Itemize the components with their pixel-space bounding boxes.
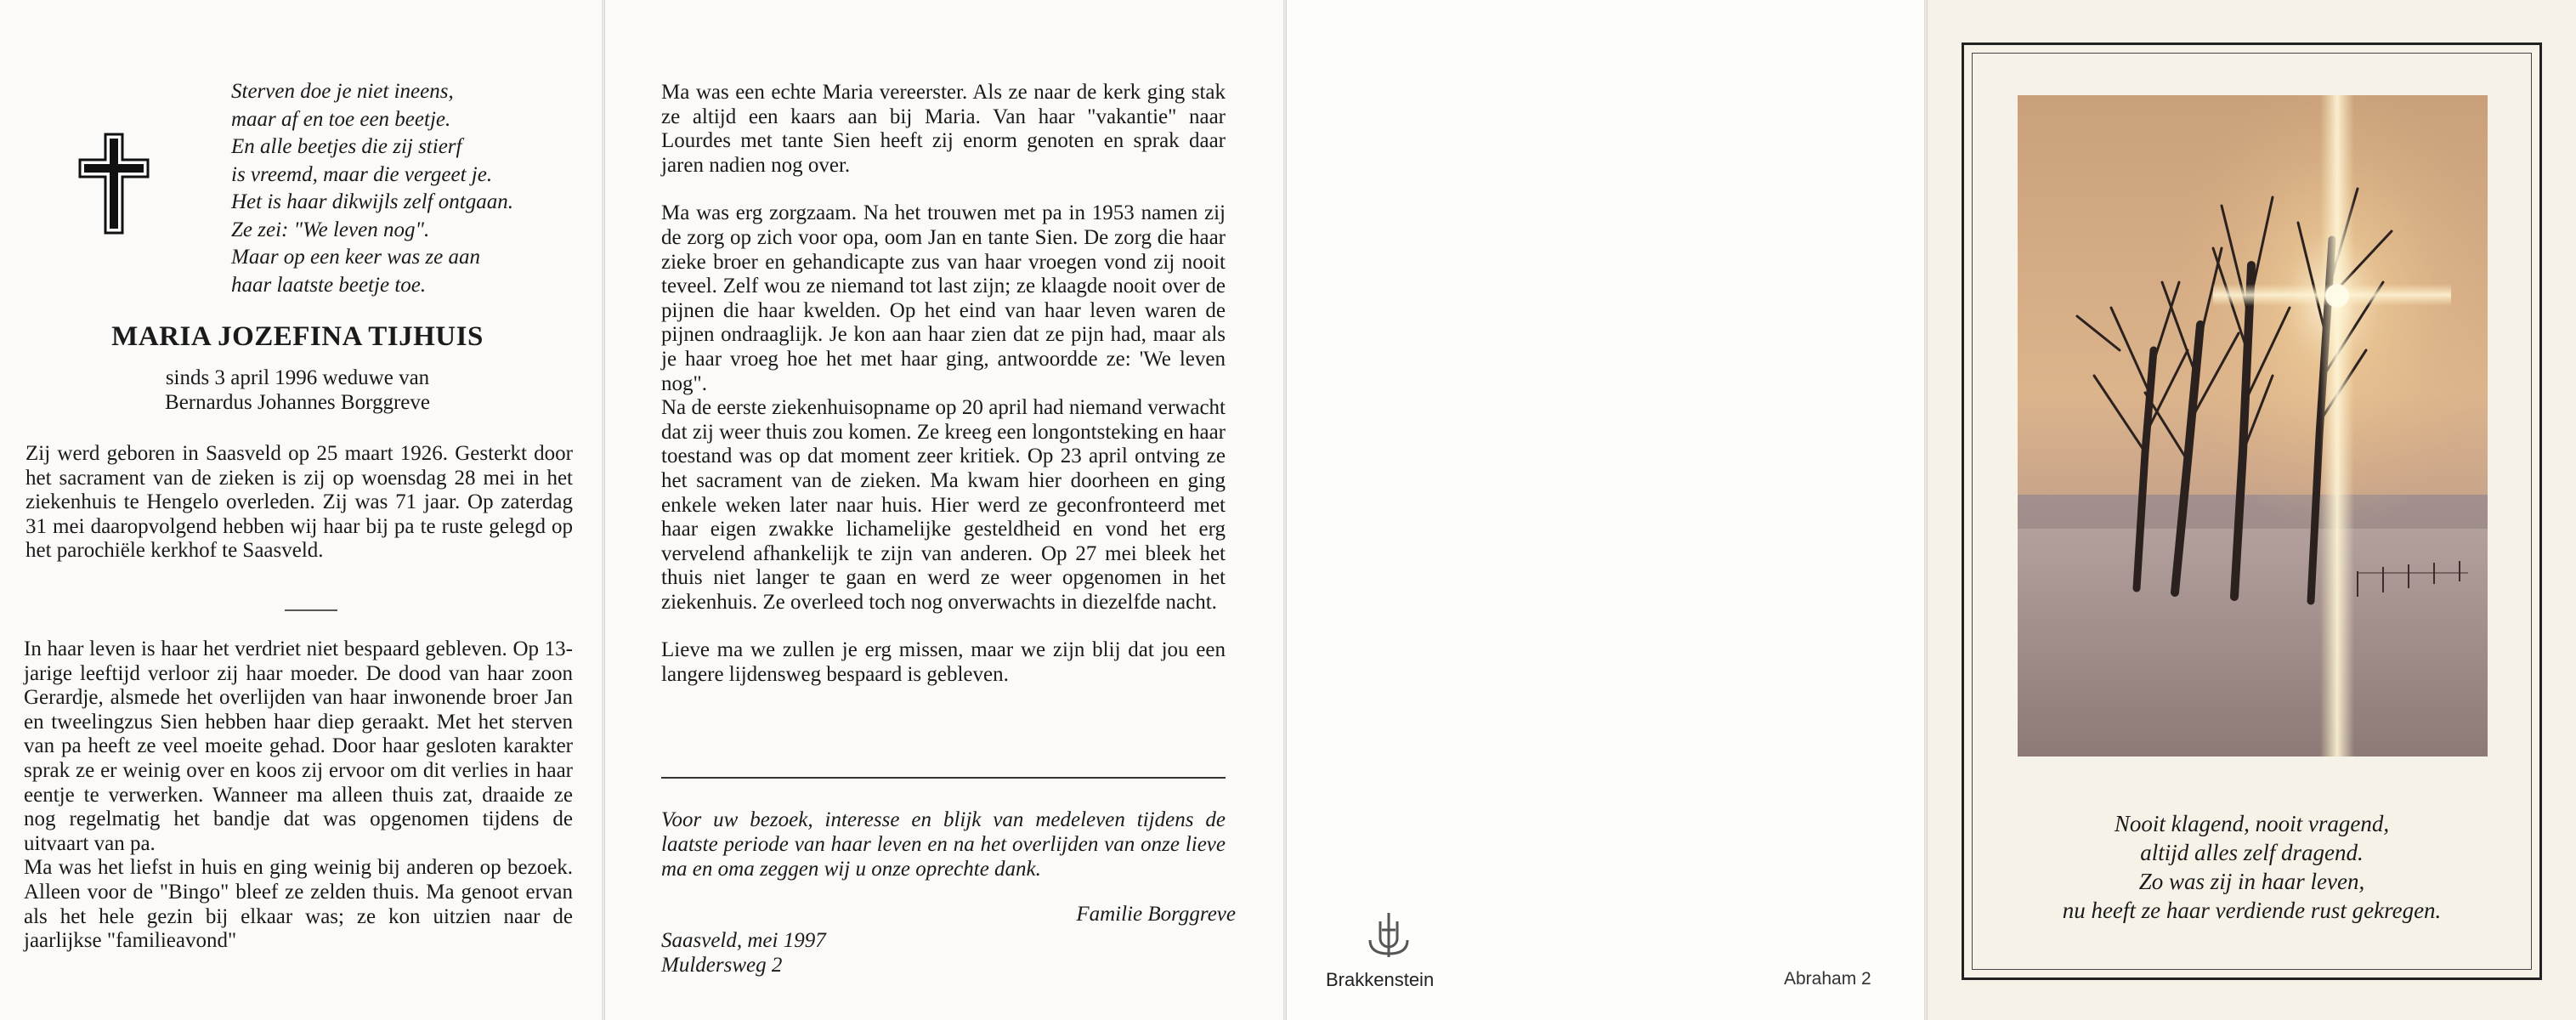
thanks-message: Voor uw bezoek, interesse en blijk van medeleven tijdens de laatste periode van haar leven en na het overlijden van onze lieve ma en oma zeggen wij u onze oprechte dank. xyxy=(661,808,1226,881)
story-paragraph: Ma was een echte Maria vereerster. Als ze naar de kerk ging stak ze altijd een kaars aan bij Maria. Van haar "vakantie" naar Lourdes met tante Sien heeft zij enorm genoten en sprak daar jaren nadien nog over. xyxy=(661,81,1226,177)
deceased-name: MARIA JOZEFINA TIJHUIS xyxy=(111,321,484,352)
biography-paragraph: Zij werd geboren in Saasveld op 25 maart 1926. Gesterkt door het sacrament van de zieken is zij op woensdag 28 mei in het ziekenhuis te Hengelo overleden. Zij was 71 jaar. Op zaterdag 31 mei daaropvolgend hebben wij haar bij pa te ruste gelegd op het parochiële kerkhof te Saasveld. xyxy=(25,442,573,563)
place-and-address: Saasveld, mei 1997 Muldersweg 2 xyxy=(661,929,826,977)
cross-icon xyxy=(78,133,150,235)
brakkenstein-logo-icon xyxy=(1365,910,1413,960)
divider xyxy=(285,609,337,611)
story-paragraph: Lieve ma we zullen je erg missen, maar we zijn blij dat jou een langere lijdensweg bespaard is gebleven. xyxy=(661,638,1226,687)
memorial-poem: Sterven doe je niet ineens, maar af en toe een beetje. En alle beetjes die zij stierf is vreemd, maar die vergeet je. Het is haar dikwijls zelf ontgaan. Ze zei: "We leven nog". Maar op een keer was ze aan haar laatste beetje toe. xyxy=(231,80,513,297)
biography-text: In haar leven is haar het verdriet niet bespaard gebleven. Op 13-jarige leeftijd verloor zij haar moeder. De dood van haar zoon Gerardje, alsmede het overlijden van haar inwonende broer Jan en tweelingzus Sien hebben haar diep geraakt. Met het sterven van pa heeft ze veel moeite gehad. Door haar gesloten karakter sprak ze er weinig over en koos zij ervoor om dit verlies in haar eentje te verwerken. Wanneer ma alleen thuis zat, draaide ze nog regelmatig het bandje dat was opgenomen tijdens de uitvaart van pa. Ma was het liefst in huis en ging weinig bij anderen op bezoek. Alleen voor de "Bingo" bleef ze zelden thuis. Ma genoot ervan als het hele gezin bij elkaar was; ze kon uitzien naar de jaarlijkse "familieavond" xyxy=(24,638,573,953)
family-signature: Familie Borggreve xyxy=(1076,903,1236,926)
story-paragraph: Ma was erg zorgzaam. Na het trouwen met pa in 1953 namen zij de zorg op zich voor opa, oom Jan en tante Sien. De zorg die haar zieke broer en gehandicapte zus van haar vroegen vond zij nooit teveel. Zelf wou ze niemand tot last zijn; ze klaagde nooit over de pijnen die haar kwelden. Op het eind van haar leven waren de pijnen ondraaglijk. Je kon aan haar zien dat ze pijn had, maar als je haar vroeg hoe het met haar ging, antwoordde ze: 'We leven nog". xyxy=(661,201,1226,395)
publisher-name: Brakkenstein xyxy=(1326,969,1435,990)
card-panel-back xyxy=(1287,0,1926,1020)
life-story xyxy=(661,81,1226,711)
story-paragraph: Na de eerste ziekenhuisopname op 20 april had niemand verwacht dat zij weer thuis zou komen. Ze kreeg een longontsteking en haar toestand was op dat moment zeer kritiek. Op 23 april ontving ze het sacrament van de zieken. Ma kwam hier doorheen en ging enkele weken later naar huis. Hier werd ze geconfronteerd met haar eigen zwakke lichamelijke gesteldheid en vond het erg vervelend afhankelijk te zijn van anderen. Op 27 mei bleek het thuis niet langer te gaan en werd ze weer opgenomen in het ziekenhuis. Ze overleed toch nog onverwachts in diezelfde nacht. xyxy=(661,396,1226,614)
winter-trees-sunlight-cross-photo xyxy=(2018,95,2488,756)
card-panel-front-left xyxy=(0,0,603,1020)
cover-poem: Nooit klagend, nooit vragend, altijd alles zelf dragend. Zo was zij in haar leven, nu heeft ze haar verdiende rust gekregen. xyxy=(2062,811,2442,923)
widow-of-text: sinds 3 april 1996 weduwe van Bernardus Johannes Borggreve xyxy=(165,366,430,414)
card-panel-inside xyxy=(605,0,1285,1020)
divider xyxy=(661,777,1226,779)
card-panel-cover xyxy=(1928,0,2576,1020)
card-model-code: Abraham 2 xyxy=(1784,969,1871,989)
